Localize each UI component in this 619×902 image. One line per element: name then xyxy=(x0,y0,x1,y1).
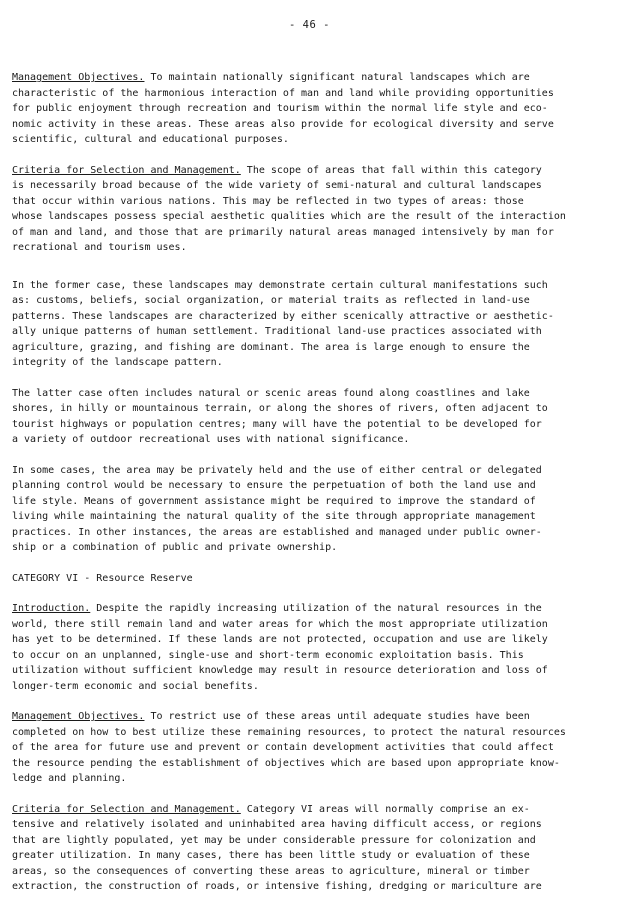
paragraph-criteria xyxy=(12,163,608,256)
paragraph-criteria-vi xyxy=(12,802,608,895)
paragraph-text: The scope of areas that fall within this category is necessarily broad because of the wide variety of semi-natural and cultural landscapes that occur within various nations. This may be reflected in two types of areas: those whose landscapes possess special aesthetic qualities which are the result of the interaction of man and land, and those that are primarily natural areas managed intensively by man for recrational and tourism uses. xyxy=(12,164,566,253)
paragraph-heading: Management Objectives. xyxy=(12,72,145,83)
paragraph-management-objectives xyxy=(12,70,608,148)
paragraph-ownership: In some cases, the area may be privately held and the use of either central or delegated planning control would be necessary to ensure the perpetuation of both the land use and life style. Means of government assistance might be required to improve the standard of living while maintaining the natural quality of the site through appropriate management practices. In other instances, the areas are established and managed under public owner- ship or a combination of public and private ownership. xyxy=(12,464,542,553)
page-content xyxy=(12,70,608,895)
paragraph-heading: Introduction. xyxy=(12,603,91,614)
paragraph-text: Category VI areas will normally comprise an ex- tensive and relatively isolated and uninhabited area having difficult access, or regions that are lightly populated, yet may be under considerable pressure for colonization and greater utilization. In many cases, there has been little study or evaluation of these areas, so the consequences of converting these areas to agriculture, mineral or timber extraction, the construction of roads, or intensive fishing, dredging or mariculture are xyxy=(12,803,542,892)
paragraph-text: Despite the rapidly increasing utilization of the natural resources in the world, there still remain land and water areas for which the most appropriate utilization has yet to be determined. If these lands are not protected, occupation and use are likely to occur on an unplanned, single-use and short-term economic exploitation basis. This utilization without sufficient knowledge may result in resource deterioration and loss of longer-term economic and social benefits. xyxy=(12,603,548,692)
paragraph-heading: Criteria for Selection and Management. xyxy=(12,164,241,176)
category-heading: CATEGORY VI - Resource Reserve xyxy=(12,572,193,584)
paragraph-management-objectives-vi xyxy=(12,709,608,787)
paragraph-text: To restrict use of these areas until adequate studies have been completed on how to best utilize these remaining resources, to protect the natural resources of the area for future use and prevent or contain development activities that could affect the resource pending the establishment of objectives which are based upon appropriate know- ledge and planning. xyxy=(12,711,566,784)
page-number: - 46 - xyxy=(289,19,330,31)
paragraph-latter-case: The latter case often includes natural or scenic areas found along coastlines and lake shores, in hilly or mountainous terrain, or along the shores of rivers, often adjacent to tourist highways or population centres; many will have the potential to be developed for a variety of outdoor recreational uses with national significance. xyxy=(12,387,548,445)
paragraph-text: To maintain nationally significant natural landscapes which are characteristic of the harmonious interaction of man and land while providing opportunities for public enjoyment through recreation and tourism within the normal life style and eco- nomic activity in these areas. These areas also provide for ecological diversity and serve scientific, cultural and educational purposes. xyxy=(12,72,554,145)
paragraph-heading: Management Objectives. xyxy=(12,711,145,722)
paragraph-introduction xyxy=(12,601,608,694)
paragraph-heading: Criteria for Selection and Management. xyxy=(12,803,241,815)
paragraph-former-case: In the former case, these landscapes may demonstrate certain cultural manifestations such as: customs, beliefs, social organization, or material traits as reflected in land-use patterns. These landscapes are characterized by either scenically attractive or aesthetic- ally unique patterns of human settlement. Traditional land-use practices associated with agriculture, grazing, and fishing are dominant. The area is large enough to ensure the integrity of the landscape pattern. xyxy=(12,279,554,368)
